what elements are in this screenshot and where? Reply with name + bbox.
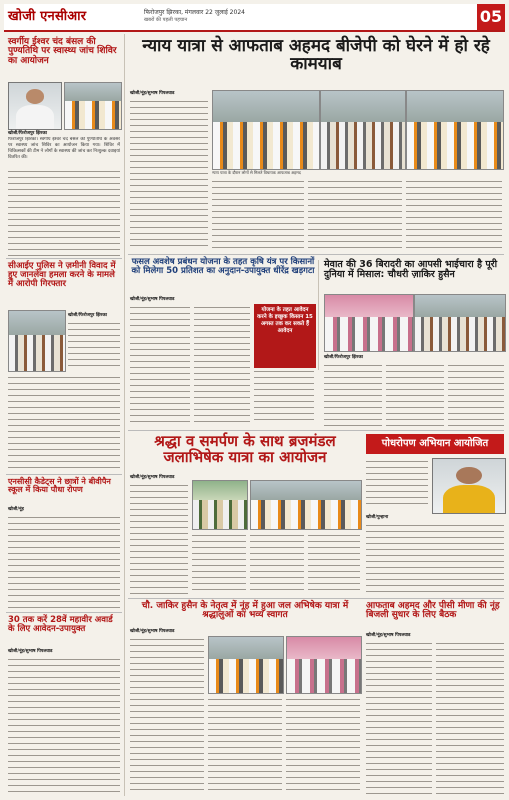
- story-text-lines: [366, 640, 432, 794]
- story-byline-police: खोजी/फिरोजपुर झिरका: [68, 313, 107, 318]
- section-divider: [128, 598, 504, 599]
- story-headline-brajmandal: श्रद्धा व समर्पण के साथ ब्रजमंडल जलाभिषेक यात्रा का आयोजन: [154, 432, 336, 466]
- story-text-lines: [8, 656, 120, 794]
- story-byline-awards: खोजी/नूंह/सुभाष पिपलवाड: [8, 649, 53, 654]
- story-headline-bijli: आफताब अहमद और पीसी मीणा की नूंह बिजली सुधार के लिए बैठक: [366, 601, 500, 621]
- story-byline-bansal: खोजी/फिरोजपुर झिरका: [8, 131, 47, 136]
- story-text-lines: [8, 168, 120, 256]
- story-headline-police: सीआईए पुलिस ने ज़मीनी विवाद में हुए जानलेवा हमला करने के मामले में आरोपी गिरफ्तार: [8, 261, 116, 289]
- photo-zakir-yatra-1: [208, 636, 284, 694]
- story-body-bansal: फिरोजपुर झिरका। स्वर्गीय ईश्वर चंद बंसल की पुण्यतिथि के अवसर पर स्वास्थ्य जांच शिविर का आयोजन किया गया। शिविर में चिकित्सकों की टीम ने लोगों के स्वास्थ्य की जांच कर निःशुल्क दवाइयां वितरित की।: [8, 137, 120, 160]
- story-text-lines: [194, 304, 250, 424]
- story-text-lines: [8, 514, 120, 608]
- story-byline-mewat: खोजी/फिरोजपुर झिरका: [324, 355, 363, 360]
- column-divider: [318, 260, 319, 370]
- lead-text-lines: [308, 178, 402, 250]
- story-text-lines: [130, 482, 188, 594]
- lead-byline: खोजी/नूंह/सुभाष पिपलवाड: [130, 91, 175, 96]
- story-byline-poshan: खोजी/पुन्हाना: [366, 515, 389, 520]
- fasal-callout: योजना के तहत आवेदन करने के इच्छुक किसान 15 अगस्त तक कर सकते हैं आवेदन: [254, 304, 316, 368]
- story-text-lines: [208, 696, 282, 794]
- story-headline-mewat: मेवात की 36 बिरादरी का आपसी भाईचारा है पूरी दुनिया में मिसाल: चौधरी ज़ाकिर हुसैन: [324, 259, 498, 280]
- lead-headline: न्याय यात्रा से आफताब अहमद बीजेपी को घेरने में हो रहे कामयाब: [142, 36, 490, 74]
- story-text-lines: [366, 458, 428, 508]
- lead-text-lines: [130, 98, 208, 248]
- newspaper-brand: खोजी एनसीआर: [8, 9, 87, 24]
- lead-text-lines: [406, 178, 502, 250]
- photo-mewat-meeting-2: [414, 294, 506, 352]
- photo-nyay-yatra-2: [320, 90, 406, 170]
- photo-ishwar-bansal: [8, 82, 62, 130]
- dateline: फिरोजपुर झिरका, मंगलवार 22 जुलाई 2024: [144, 9, 245, 16]
- lead-photo-caption: न्याय यात्रा के दौरान लोगों से मिलते विधायक आफताब अहमद: [212, 170, 301, 175]
- masthead: [4, 4, 505, 32]
- photo-mewat-meeting-1: [324, 294, 414, 352]
- story-text-lines: [324, 362, 382, 426]
- story-text-lines: [68, 320, 120, 370]
- story-headline-zakir: चौ. जाकिर हुसैन के नेतृत्व में नूंह में हुआ जल अभिषेक यात्रा में श्रद्धालुओं का भव्य स्वागत: [141, 601, 349, 621]
- page-number: 05: [477, 4, 505, 30]
- story-text-lines: [286, 696, 360, 794]
- story-byline-fasal: खोजी/नूंह/सुभाष पिपलवाड: [130, 297, 175, 302]
- story-text-lines: [448, 362, 504, 426]
- story-text-lines: [250, 532, 304, 594]
- story-headline-fasal: फसल अवशेष प्रबंधन योजना के तहत कृषि यंत्र पर किसानों को मिलेगा 50 प्रतिशत का अनुदान-उपायुक्त धीरेंद्र खड़गटा: [131, 257, 315, 276]
- story-text-lines: [436, 640, 504, 794]
- story-text-lines: [254, 368, 314, 424]
- tagline: खबरों की पहली पहचान: [144, 17, 188, 23]
- story-headline-poshan: पोधरोपण अभियान आयोजित: [366, 434, 504, 454]
- photo-nyay-yatra-3: [406, 90, 504, 170]
- photo-nyay-yatra-1: [212, 90, 320, 170]
- story-byline-zakir: खोजी/नूंह/सुभाष पिपलवाड: [130, 629, 175, 634]
- story-byline-bijli: खोजी/नूंह/सुभाष पिपलवाड: [366, 633, 411, 638]
- section-divider: [6, 474, 122, 475]
- lead-text-lines: [212, 178, 304, 250]
- story-text-lines: [130, 304, 190, 424]
- story-byline-ncc: खोजी/नूंह: [8, 507, 24, 512]
- column-divider: [124, 34, 125, 796]
- story-text-lines: [192, 532, 246, 594]
- story-text-lines: [386, 362, 444, 426]
- section-divider: [128, 254, 504, 255]
- story-byline-brajmandal: खोजी/नूंह/सुभाष पिपलवाड: [130, 475, 175, 480]
- photo-jalabhishek-2: [250, 480, 362, 530]
- photo-zakir-yatra-2: [286, 636, 362, 694]
- story-headline-bansal: स्वर्गीय ईश्वर चंद बंसल की पुण्यतिथि पर स्वास्थ्य जांच शिविर का आयोजन: [8, 37, 117, 66]
- photo-accused: [8, 310, 66, 372]
- photo-health-camp: [64, 82, 122, 130]
- story-headline-ncc: एनसीसी कैडेट्स ने छात्रों ने बीवीपैन स्कूल में किया पौधा रोपण: [8, 477, 111, 495]
- photo-woman-official: [432, 458, 506, 514]
- section-divider: [6, 258, 122, 259]
- section-divider: [6, 612, 122, 613]
- story-text-lines: [8, 374, 120, 470]
- story-text-lines: [366, 522, 504, 596]
- story-headline-awards: 30 तक करें 28वें महावीर अवार्ड के लिए आवेदन-उपायुक्त: [8, 615, 113, 634]
- photo-jalabhishek-1: [192, 480, 248, 530]
- story-text-lines: [308, 532, 360, 594]
- section-divider: [128, 430, 504, 431]
- story-text-lines: [130, 636, 204, 794]
